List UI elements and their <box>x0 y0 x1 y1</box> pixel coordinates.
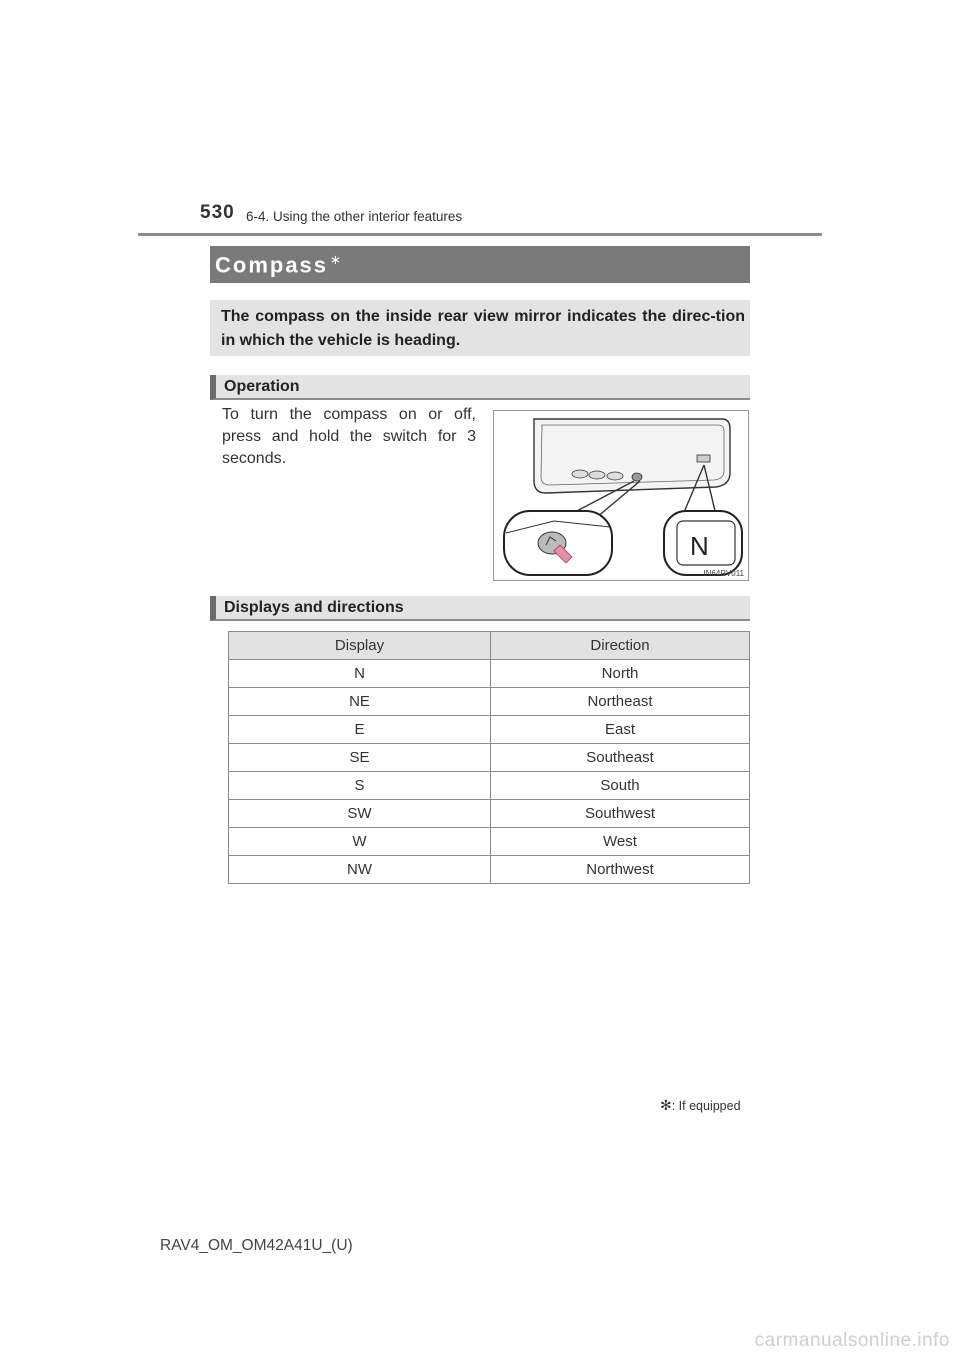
table-row <box>229 688 750 716</box>
display-cell: S <box>229 772 491 800</box>
operation-text: To turn the compass on or off, press and hold the switch for 3 seconds. <box>222 406 476 467</box>
display-cell: E <box>229 716 491 744</box>
operation-heading <box>210 375 750 400</box>
table-row <box>229 772 750 800</box>
table-row <box>229 744 750 772</box>
figure-code: IN64RV011 <box>703 569 744 578</box>
rear-view-mirror-drawing <box>494 411 748 580</box>
table-row <box>229 800 750 828</box>
mirror-illustration <box>493 410 749 581</box>
table-row <box>229 856 750 884</box>
displays-heading-text: Displays and directions <box>224 599 404 616</box>
column-header-display: Display <box>229 632 491 660</box>
column-header-direction: Direction <box>491 632 750 660</box>
direction-cell: East <box>491 716 750 744</box>
operation-heading-text: Operation <box>224 378 300 395</box>
document-code: RAV4_OM_OM42A41U_(U) <box>160 1237 353 1254</box>
direction-cell: Northwest <box>491 856 750 884</box>
direction-cell: Northeast <box>491 688 750 716</box>
footnote-text: : If equipped <box>671 1099 741 1113</box>
display-cell: NE <box>229 688 491 716</box>
display-cell: SE <box>229 744 491 772</box>
displays-heading <box>210 596 750 621</box>
direction-cell: North <box>491 660 750 688</box>
section-reference: 6-4. Using the other interior features <box>246 209 463 224</box>
table-row <box>229 828 750 856</box>
display-cell: NW <box>229 856 491 884</box>
page-number: 530 <box>200 202 235 223</box>
direction-cell: Southeast <box>491 744 750 772</box>
display-cell: N <box>229 660 491 688</box>
header-divider <box>138 233 822 236</box>
footnote <box>660 1097 741 1114</box>
intro-text: The compass on the inside rear view mirror indicates the direc-tion in which the vehicle is heading. <box>221 308 745 349</box>
table-header-row <box>229 632 750 660</box>
watermark: carmanualsonline.info <box>754 1330 950 1351</box>
section-title-text: Compass <box>215 252 329 278</box>
if-equipped-mark: ∗ <box>330 252 343 267</box>
table-row <box>229 716 750 744</box>
display-cell: W <box>229 828 491 856</box>
asterisk-icon: ✻ <box>660 1097 672 1113</box>
directions-table <box>228 631 750 884</box>
section-title <box>215 252 343 278</box>
direction-cell: West <box>491 828 750 856</box>
display-cell: SW <box>229 800 491 828</box>
compass-display-letter: N <box>690 531 709 561</box>
direction-cell: South <box>491 772 750 800</box>
direction-cell: Southwest <box>491 800 750 828</box>
table-row <box>229 660 750 688</box>
